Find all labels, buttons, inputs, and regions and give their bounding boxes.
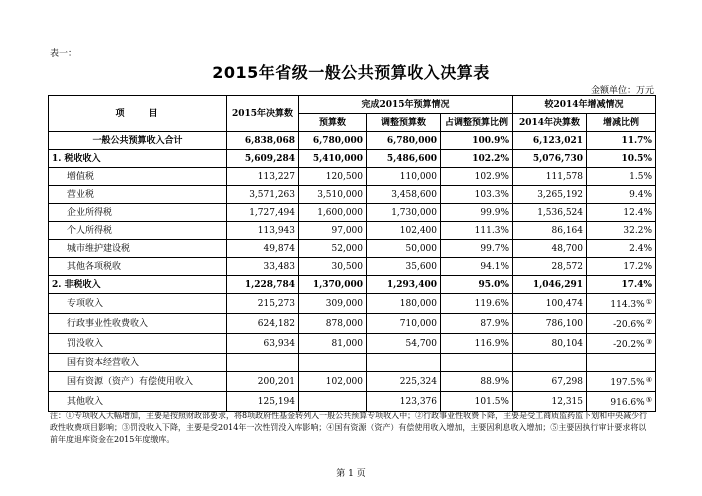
footnote-text: 注：①专项收入大幅增加，主要是按照财政部要求，将8项政府性基金转列入一般公共预算专项收入中；②行政事业性收费下降，主要是受工商质监药监下划和中央减少行政性收费项目影响；③罚没收入下降，主要是受2014年一次性罚没入库影响；④国有资源（资产）有偿使用收入增加，主要因利息收入增加；⑤主要因执行审计要求将以前年度退库资金在2015年度缴库。 [50,411,648,444]
cell-final-2015 [227,354,299,372]
cell-change: 197.5%④ [587,372,656,392]
cell-budget: 6,780,000 [299,132,367,150]
cell-adjusted [367,354,441,372]
footnote-marker: ④ [645,376,652,384]
row-name: 其他各项税收 [49,258,227,276]
table-row [49,276,656,294]
row-name: 个人所得税 [49,222,227,240]
table-row [49,222,656,240]
header-group-vs2014: 较2014年增减情况 [513,96,656,114]
cell-adjusted: 102,400 [367,222,441,240]
cell-ratio: 102.9% [441,168,513,186]
row-name: 其他收入 [49,392,227,412]
cell-ratio: 99.7% [441,240,513,258]
cell-final-2015: 200,201 [227,372,299,392]
cell-adjusted: 50,000 [367,240,441,258]
table-row [49,314,656,334]
table-row [49,372,656,392]
cell-final-2014: 1,046,291 [513,276,587,294]
cell-final-2015: 215,273 [227,294,299,314]
header-adjusted: 调整预算数 [367,114,441,132]
cell-ratio: 100.9% [441,132,513,150]
cell-adjusted: 5,486,600 [367,150,441,168]
cell-final-2015: 113,943 [227,222,299,240]
cell-change: 17.2% [587,258,656,276]
cell-change: 12.4% [587,204,656,222]
cell-ratio: 116.9% [441,334,513,354]
cell-final-2015: 6,838,068 [227,132,299,150]
cell-budget: 102,000 [299,372,367,392]
cell-final-2015: 113,227 [227,168,299,186]
row-name: 城市维护建设税 [49,240,227,258]
table-row [49,186,656,204]
cell-adjusted: 6,780,000 [367,132,441,150]
cell-final-2014: 67,298 [513,372,587,392]
cell-final-2014 [513,354,587,372]
cell-change: 9.4% [587,186,656,204]
footnote-marker: ① [645,298,652,306]
header-group-budget: 完成2015年预算情况 [299,96,513,114]
footnote-marker: ⑤ [645,396,652,404]
table-row [49,150,656,168]
row-name: 专项收入 [49,294,227,314]
cell-final-2014: 28,572 [513,258,587,276]
cell-final-2015: 33,483 [227,258,299,276]
header-final-2015: 2015年决算数 [227,96,299,132]
cell-final-2014: 48,700 [513,240,587,258]
cell-adjusted: 180,000 [367,294,441,314]
row-name: 2. 非税收入 [49,276,227,294]
cell-budget: 81,000 [299,334,367,354]
page-title: 2015年省级一般公共预算收入决算表 [212,63,490,82]
header-budget: 预算数 [299,114,367,132]
cell-budget: 1,370,000 [299,276,367,294]
table-row [49,132,656,150]
cell-change: 32.2% [587,222,656,240]
cell-ratio: 102.2% [441,150,513,168]
footnote-marker: ② [645,318,652,326]
cell-ratio: 87.9% [441,314,513,334]
unit-label: 金额单位：万元 [590,86,654,96]
cell-budget: 5,410,000 [299,150,367,168]
table-row [49,240,656,258]
row-name: 罚没收入 [49,334,227,354]
cell-adjusted: 54,700 [367,334,441,354]
cell-change: -20.6%② [587,314,656,334]
cell-final-2015: 3,571,263 [227,186,299,204]
cell-change: 10.5% [587,150,656,168]
cell-ratio [441,354,513,372]
cell-ratio: 88.9% [441,372,513,392]
table-row [49,392,656,412]
cell-final-2014: 86,164 [513,222,587,240]
header-item: 项 目 [49,96,227,132]
cell-change: 2.4% [587,240,656,258]
cell-budget: 3,510,000 [299,186,367,204]
cell-ratio: 103.3% [441,186,513,204]
cell-budget: 30,500 [299,258,367,276]
cell-change: 1.5% [587,168,656,186]
cell-final-2014: 1,536,524 [513,204,587,222]
cell-final-2015: 1,727,494 [227,204,299,222]
cell-adjusted: 35,600 [367,258,441,276]
cell-adjusted: 123,376 [367,392,441,412]
page-number: 第 1 页 [336,469,366,479]
cell-budget: 97,000 [299,222,367,240]
row-name: 企业所得税 [49,204,227,222]
cell-final-2015: 125,194 [227,392,299,412]
cell-change: 11.7% [587,132,656,150]
cell-budget: 1,600,000 [299,204,367,222]
table-row [49,294,656,314]
cell-final-2014: 100,474 [513,294,587,314]
cell-final-2014: 12,315 [513,392,587,412]
cell-change [587,354,656,372]
cell-final-2015: 63,934 [227,334,299,354]
cell-change: -20.2%③ [587,334,656,354]
cell-adjusted: 710,000 [367,314,441,334]
row-name: 1. 税收收入 [49,150,227,168]
cell-ratio: 95.0% [441,276,513,294]
cell-budget: 52,000 [299,240,367,258]
table-row [49,168,656,186]
row-name: 国有资本经营收入 [49,354,227,372]
table-row [49,354,656,372]
revenue-table [48,95,656,412]
footnote-marker: ③ [645,338,652,346]
table-row [49,334,656,354]
table-row [49,204,656,222]
cell-ratio: 99.9% [441,204,513,222]
cell-ratio: 94.1% [441,258,513,276]
cell-adjusted: 3,458,600 [367,186,441,204]
cell-budget: 120,500 [299,168,367,186]
cell-adjusted: 225,324 [367,372,441,392]
row-name: 营业税 [49,186,227,204]
row-name: 增值税 [49,168,227,186]
cell-final-2014: 80,104 [513,334,587,354]
cell-final-2014: 3,265,192 [513,186,587,204]
row-name: 国有资源（资产）有偿使用收入 [49,372,227,392]
cell-budget: 878,000 [299,314,367,334]
cell-final-2014: 6,123,021 [513,132,587,150]
cell-ratio: 119.6% [441,294,513,314]
row-name: 行政事业性收费收入 [49,314,227,334]
cell-final-2014: 111,578 [513,168,587,186]
cell-change: 114.3%① [587,294,656,314]
cell-final-2015: 1,228,784 [227,276,299,294]
table-row [49,258,656,276]
cell-budget [299,354,367,372]
header-ratio: 占调整预算比例 [441,114,513,132]
table-label: 表一： [50,49,78,59]
cell-change: 17.4% [587,276,656,294]
cell-final-2015: 624,182 [227,314,299,334]
cell-final-2014: 786,100 [513,314,587,334]
cell-final-2014: 5,076,730 [513,150,587,168]
cell-ratio: 101.5% [441,392,513,412]
cell-budget: 309,000 [299,294,367,314]
header-change: 增减比例 [587,114,656,132]
cell-final-2015: 49,874 [227,240,299,258]
cell-final-2015: 5,609,284 [227,150,299,168]
cell-budget [299,392,367,412]
row-name: 一般公共预算收入合计 [49,132,227,150]
cell-ratio: 111.3% [441,222,513,240]
cell-adjusted: 110,000 [367,168,441,186]
cell-adjusted: 1,730,000 [367,204,441,222]
header-final-2014: 2014年决算数 [513,114,587,132]
cell-change: 916.6%⑤ [587,392,656,412]
cell-adjusted: 1,293,400 [367,276,441,294]
